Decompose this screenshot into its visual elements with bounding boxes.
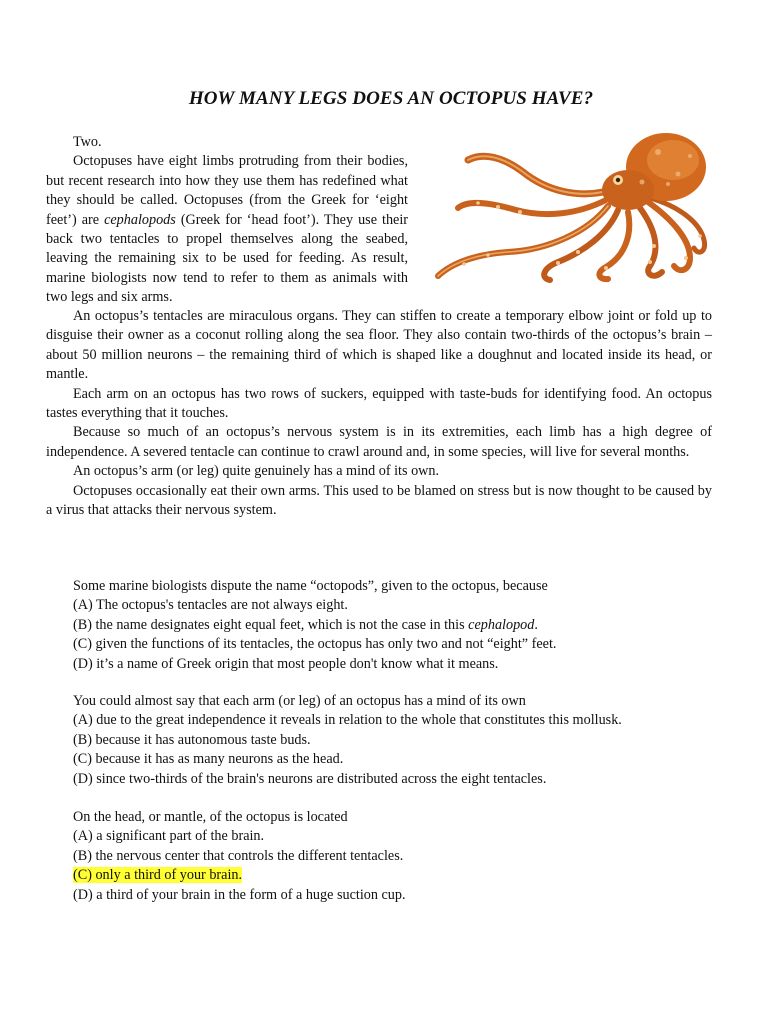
article-body (46, 307, 712, 520)
option-a: (A) due to the great independence it reveals in relation to the whole that constitutes this mollusk. (73, 712, 622, 729)
option-b: (B) the nervous center that controls the different tentacles. (73, 847, 404, 864)
body-paragraph: Octopuses occasionally eat their own arms. This used to be blamed on stress but is now thought to be caused by a virus that attacks their nervous system. (46, 482, 712, 519)
option-c-highlighted (73, 866, 723, 885)
question-stem: You could almost say that each arm (or leg) of an octopus has a mind of its own (73, 693, 526, 709)
intro-text (46, 133, 408, 308)
question-stem: Some marine biologists dispute the name “octopods”, given to the octopus, because (73, 578, 548, 594)
option-d: (D) since two-thirds of the brain's neurons are distributed across the eight tentacles. (73, 770, 547, 787)
question-stem: On the head, or mantle, of the octopus is located (73, 809, 348, 825)
option-c: (C) because it has as many neurons as the head. (73, 751, 344, 768)
question-3 (73, 808, 723, 905)
question-1 (73, 577, 723, 674)
option-a: (A) a significant part of the brain. (73, 828, 265, 845)
body-paragraph: An octopus’s arm (or leg) quite genuinely has a mind of its own. (73, 463, 440, 480)
option-c: (C) given the functions of its tentacles, the octopus has only two and not “eight” feet. (73, 636, 557, 653)
octopus-illustration (428, 122, 710, 284)
highlighted-answer: (C) only a third of your brain. (73, 867, 243, 884)
option-d: (D) a third of your brain in the form of a huge suction cup. (73, 886, 406, 903)
page-title: HOW MANY LEGS DOES AN OCTOPUS HAVE? (188, 88, 594, 109)
intro-paragraph: Octopuses have eight limbs protruding from their bodies, but recent research into how they use them has redefined what they should be called. Octopuses (from the Greek for ‘eight feet’) are cephalopods (Greek for ‘head foot’). They use their back two tentacles to propel themselves along the seabed, leaving the remaining six to be used for feeding. As result, marine biologists now tend to refer to them as animals with two legs and six arms. (46, 153, 409, 306)
option-a: (A) The octopus's tentacles are not always eight. (73, 597, 348, 614)
body-paragraph: Each arm on an octopus has two rows of suckers, equipped with taste-buds for identifying food. An octopus tastes everything that it touches. (46, 385, 712, 422)
answer-paragraph: Two. (73, 134, 102, 150)
option-d: (D) it’s a name of Greek origin that most people don't know what it means. (73, 655, 499, 672)
option-b: (B) the name designates eight equal feet, which is not the case in this cephalopod. (73, 616, 538, 633)
question-2 (73, 692, 723, 789)
body-paragraph: An octopus’s tentacles are miraculous organs. They can stiffen to create a temporary elbow joint or fold up to disguise their owner as a coconut rolling along the sea floor. They also contain two-thirds of the octopus’s brain – about 50 million neurons – the remaining third of which is shaped like a doughnut and located inside its head, or mantle. (46, 308, 712, 383)
body-paragraph: Because so much of an octopus’s nervous system is in its extremities, each limb has a high degree of independence. A severed tentacle can continue to crawl around and, in some species, will live for several months. (46, 424, 712, 460)
option-b: (B) because it has autonomous taste buds. (73, 731, 311, 748)
